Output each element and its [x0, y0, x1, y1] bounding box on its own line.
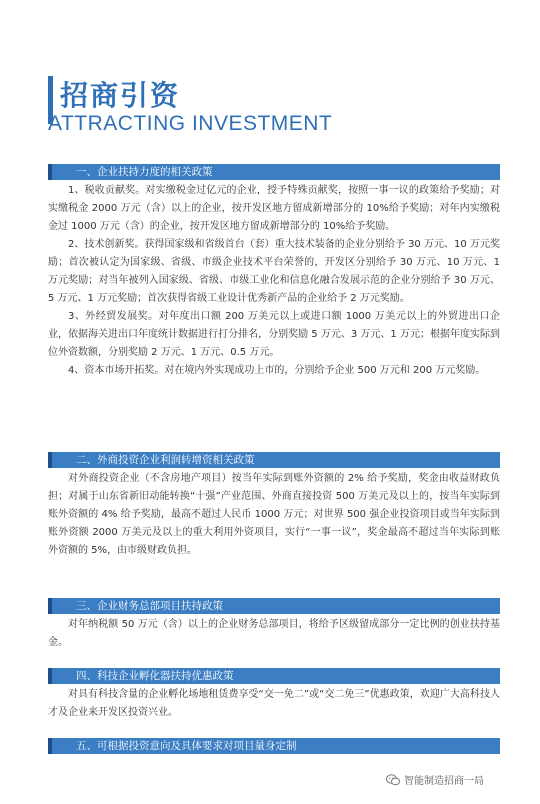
section-1: [48, 164, 500, 380]
section-heading: 四、科技企业孵化器扶持优惠政策: [48, 668, 500, 684]
section-heading: 五、可根据投资意向及具体要求对项目量身定制: [48, 738, 500, 754]
section-5: [48, 738, 500, 754]
paragraph: 1、税收贡献奖。对实缴税金过亿元的企业，授予特殊贡献奖，按照一事一议的政策给予奖励；对实缴税金 2000 万元（含）以上的企业，按开发区地方留成新增部分的 10%给予奖励；对年内实缴税金过 1000 万元（含）的企业，按开发区地方留成新增部分的 10%给予奖励。: [48, 185, 500, 232]
footer-text: 智能制造招商一局: [404, 776, 484, 787]
paragraph: 对年纳税额 50 万元（含）以上的企业财务总部项目，将给予区级留成部分一定比例的创业扶持基金。: [48, 619, 500, 648]
section-4: [48, 668, 500, 722]
section-heading: 二、外商投资企业利润转增资相关政策: [48, 452, 500, 468]
paragraph: 2、技术创新奖。获得国家级和省级首台（套）重大技术装备的企业分别给予 30 万元、10 万元奖励；首次被认定为国家级、省级、市级企业技术平台荣誉的，开发区分别给予 30 万元、10 万元、1 万元奖励；对当年被列入国家级、省级、市级工业化和信息化融合发展示范的企业分别给予 30 万元、5 万元、1 万元奖励；首次获得省级工业设计优秀新产品的企业给予 2 万元奖励。: [48, 239, 500, 304]
section-heading: 三、企业财务总部项目扶持政策: [48, 598, 500, 614]
page-title: 招商引资: [60, 79, 181, 112]
paragraph: 对外商投资企业（不含房地产项目）按当年实际到账外资额的 2% 给予奖励，奖金由收益财政负担；对属于山东省新旧动能转换“十强”产业范围、外商直接投资 500 万美元及以上的，按当年实际到账外资额的 4% 给予奖励，最高不超过人民币 1000 万元；对世界 500 强企业投资项目或当年实际到账外资额 2000 万美元及以上的重大利用外资项目，实行“一事一议”，奖金最高不超过当年实际到账外资额的 5%，由市级财政负担。: [48, 473, 500, 556]
section-heading: 一、企业扶持力度的相关政策: [48, 164, 500, 180]
page-subtitle: ATTRACTING INVESTMENT: [48, 112, 333, 135]
footer-source: [386, 772, 484, 787]
section-3: [48, 598, 500, 652]
paragraph: 4、资本市场开拓奖。对在境内外实现成功上市的，分别给予企业 500 万元和 200 万元奖励。: [68, 365, 486, 376]
section-2: [48, 452, 500, 560]
paragraph: 对具有科技含量的企业孵化场地租赁费享受“交一免二”或“交二免三”优惠政策，欢迎广大高科技人才及企业来开发区投资兴业。: [48, 689, 500, 718]
paragraph: 3、外经贸发展奖。对年度出口额 200 万美元以上或进口额 1000 万美元以上的外贸进出口企业，依据海关进出口年度统计数据进行打分排名，分别奖励 5 万元、3 万元、1 万元；根据年度实际到位外资数额，分别奖励 2 万元、1 万元、0.5 万元。: [48, 311, 500, 358]
wechat-icon: [386, 774, 400, 786]
